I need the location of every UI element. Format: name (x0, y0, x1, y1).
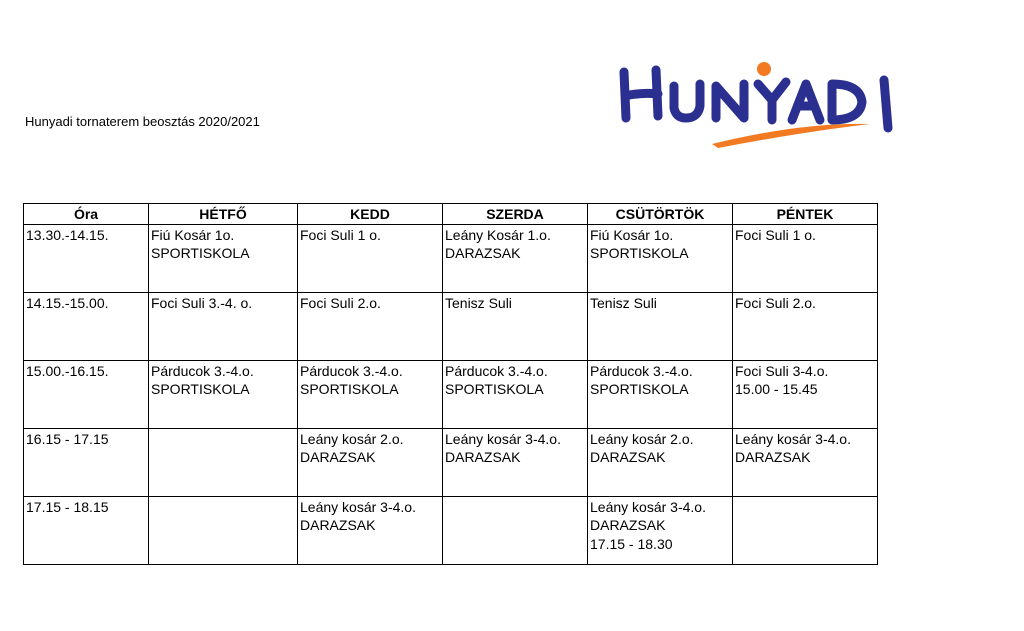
table-row (24, 224, 878, 292)
cell-line: Párducok 3.-4.o. (590, 362, 693, 379)
schedule-cell-empty (733, 496, 878, 564)
cell-line: SPORTISKOLA (300, 381, 399, 397)
cell-line: Foci Suli 2.o. (735, 294, 816, 311)
cell-line: Leány kosár 3-4.o. (300, 498, 416, 515)
cell-line: Tenisz Suli (445, 294, 512, 311)
time-cell: 15.00.-16.15. (24, 360, 149, 428)
cell-line: Foci Suli 3-4.o. (735, 362, 829, 379)
cell-line: SPORTISKOLA (590, 381, 689, 397)
schedule-table (23, 203, 878, 565)
schedule-cell (733, 360, 878, 428)
table-row (24, 292, 878, 360)
cell-line: SPORTISKOLA (445, 381, 544, 397)
time-cell: 14.15.-15.00. (24, 292, 149, 360)
schedule-cell (733, 428, 878, 496)
cell-line: Leány Kosár 1.o. (445, 226, 551, 243)
schedule-cell-empty (443, 496, 588, 564)
time-cell: 17.15 - 18.15 (24, 496, 149, 564)
schedule-cell (443, 224, 588, 292)
cell-line: DARAZSAK (300, 517, 376, 533)
cell-line: DARAZSAK (445, 449, 521, 465)
cell-line: Leány kosár 3-4.o. (445, 430, 561, 447)
hunyadi-logo (612, 56, 912, 156)
time-cell: 13.30.-14.15. (24, 224, 149, 292)
cell-line: Párducok 3.-4.o. (445, 362, 548, 379)
schedule-cell (733, 224, 878, 292)
cell-line: SPORTISKOLA (590, 245, 689, 261)
time-cell: 16.15 - 17.15 (24, 428, 149, 496)
schedule-cell (298, 496, 443, 564)
cell-line: Párducok 3.-4.o. (151, 362, 254, 379)
cell-line: DARAZSAK (735, 449, 811, 465)
header-row (24, 204, 878, 225)
cell-line: SPORTISKOLA (151, 381, 250, 397)
document-title: Hunyadi tornaterem beosztás 2020/2021 (25, 114, 260, 129)
schedule-cell (149, 292, 298, 360)
table-row (24, 360, 878, 428)
schedule-cell (298, 428, 443, 496)
schedule-cell (733, 292, 878, 360)
cell-line: Leány kosár 3-4.o. (735, 430, 851, 447)
cell-line: Foci Suli 1 o. (735, 226, 816, 243)
hunyadi-logo-graphic (612, 56, 912, 156)
schedule-cell (149, 360, 298, 428)
cell-line: 17.15 - 18.30 (590, 535, 673, 552)
cell-line: DARAZSAK (445, 245, 521, 261)
cell-line: 15.00 - 15.45 (735, 381, 818, 397)
schedule-cell (443, 292, 588, 360)
cell-line: Fiú Kosár 1o. (590, 226, 674, 243)
schedule-cell (588, 292, 733, 360)
table-row (24, 428, 878, 496)
header-wednesday: SZERDA (443, 204, 588, 225)
cell-line: Leány kosár 3-4.o. (590, 498, 706, 515)
cell-line: DARAZSAK (590, 517, 666, 533)
header-time: Óra (24, 204, 149, 225)
schedule-cell (588, 224, 733, 292)
cell-line: DARAZSAK (300, 449, 376, 465)
schedule-cell (298, 292, 443, 360)
schedule-cell (588, 360, 733, 428)
schedule-cell (298, 360, 443, 428)
schedule-cell (588, 496, 733, 564)
header-thursday: CSÜTÖRTÖK (588, 204, 733, 225)
schedule-cell (443, 360, 588, 428)
schedule-cell (443, 428, 588, 496)
schedule-cell (149, 224, 298, 292)
cell-line: Foci Suli 2.o. (300, 294, 381, 311)
cell-line: Leány kosár 2.o. (300, 430, 404, 447)
header-friday: PÉNTEK (733, 204, 878, 225)
table-row (24, 496, 878, 564)
schedule-cell (588, 428, 733, 496)
header-monday: HÉTFŐ (149, 204, 298, 225)
cell-line: Foci Suli 3.-4. o. (151, 294, 253, 311)
schedule-cell-empty (149, 428, 298, 496)
cell-line: SPORTISKOLA (151, 245, 250, 261)
cell-line: Párducok 3.-4.o. (300, 362, 403, 379)
cell-line: Leány kosár 2.o. (590, 430, 694, 447)
header-tuesday: KEDD (298, 204, 443, 225)
cell-line: Fiú Kosár 1o. (151, 226, 235, 243)
schedule-cell-empty (149, 496, 298, 564)
cell-line: Tenisz Suli (590, 294, 657, 311)
cell-line: DARAZSAK (590, 449, 666, 465)
cell-line: Foci Suli 1 o. (300, 226, 381, 243)
schedule-cell (298, 224, 443, 292)
